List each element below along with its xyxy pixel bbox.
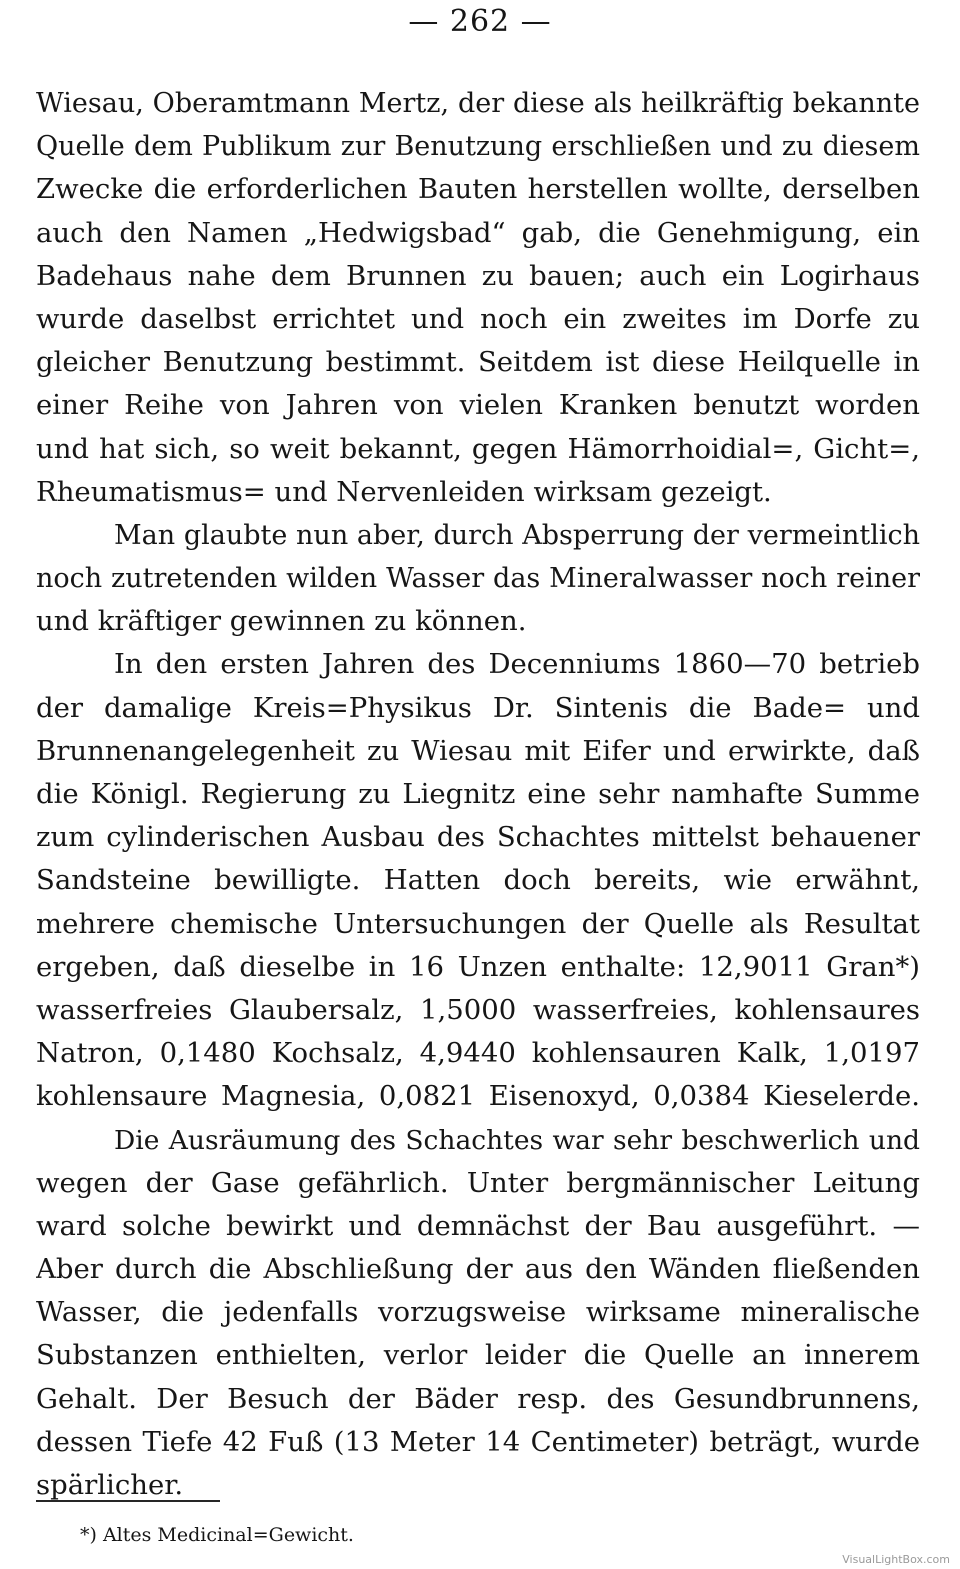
text-line: Sandsteine bewilligte. Hatten doch bereits, wie erwähnt, [36,864,920,897]
text-line: Quelle dem Publikum zur Benutzung erschließen und zu diesem [36,131,920,163]
text-line: Substanzen enthielten, verlor leider die Quelle an innerem [36,1339,920,1372]
text-line: kohlensaure Magnesia, 0,0821 Eisenoxyd, 0,0384 Kieselerde. [36,1080,920,1113]
text-line: Aber durch die Abschließung der aus den Wänden fließenden [36,1253,920,1286]
text-line: Die Ausräumung des Schachtes war sehr beschwerlich und [114,1124,920,1156]
footnote: *) Altes Medicinal=Gewicht. [80,1524,354,1546]
text-line: Natron, 0,1480 Kochsalz, 4,9440 kohlensauren Kalk, 1,0197 [36,1037,920,1070]
text-line: Wasser, die jedenfalls vorzugsweise wirksame mineralische [36,1296,920,1329]
text-line: zum cylinderischen Ausbau des Schachtes mittelst behauener [36,821,920,854]
text-line: In den ersten Jahren des Decenniums 1860—70 betrieb [114,648,920,681]
text-line: wurde daselbst errichtet und noch ein zweites im Dorfe zu [36,302,920,335]
text-line: wegen der Gase gefährlich. Unter bergmännischer Leitung [36,1166,920,1199]
text-line: noch zutretenden wilden Wasser das Mineralwasser noch reiner [36,563,920,595]
text-line: dessen Tiefe 42 Fuß (13 Meter 14 Centimeter) beträgt, wurde [36,1425,920,1458]
text-line: mehrere chemische Untersuchungen der Quelle als Resultat [36,907,920,940]
text-line: ergeben, daß dieselbe in 16 Unzen enthalte: 12,9011 Gran*) [36,950,920,983]
text-line: die Königl. Regierung zu Liegnitz eine sehr namhafte Summe [36,778,920,810]
page-number: — 262 — [408,4,552,39]
body-text [36,82,920,1507]
text-line: Wiesau, Oberamtmann Mertz, der diese als heilkräftig bekannte [36,88,920,119]
text-line: Badehaus nahe dem Brunnen zu bauen; auch ein Logirhaus [36,259,920,292]
footnote-divider [36,1500,220,1502]
text-line: wasserfreies Glaubersalz, 1,5000 wasserfreies, kohlensaures [36,993,920,1026]
text-line: gleicher Benutzung bestimmt. Seitdem ist diese Heilquelle in [36,346,920,379]
watermark: VisualLightBox.com [842,1553,950,1566]
text-line: ward solche bewirkt und demnächst der Bau ausgeführt. — [36,1209,920,1242]
text-line: der damalige Kreis=Physikus Dr. Sintenis die Bade= und [36,691,920,724]
text-line: Zwecke die erforderlichen Bauten herstellen wollte, derselben [36,173,920,206]
text-line: und hat sich, so weit bekannt, gegen Hämorrhoidial=, Gicht=, [36,432,920,465]
text-line: auch den Namen „Hedwigsbad“ gab, die Genehmigung, ein [36,216,920,249]
text-line: spärlicher. [36,1469,184,1501]
text-line: Brunnenangelegenheit zu Wiesau mit Eifer und erwirkte, daß [36,734,920,767]
text-line: Gehalt. Der Besuch der Bäder resp. des Gesundbrunnens, [36,1382,920,1415]
text-line: einer Reihe von Jahren von vielen Kranken benutzt worden [36,389,920,422]
text-line: Rheumatismus= und Nervenleiden wirksam gezeigt. [36,475,772,508]
text-line: und kräftiger gewinnen zu können. [36,605,527,638]
text-line: Man glaubte nun aber, durch Absperrung der vermeintlich [114,519,920,551]
